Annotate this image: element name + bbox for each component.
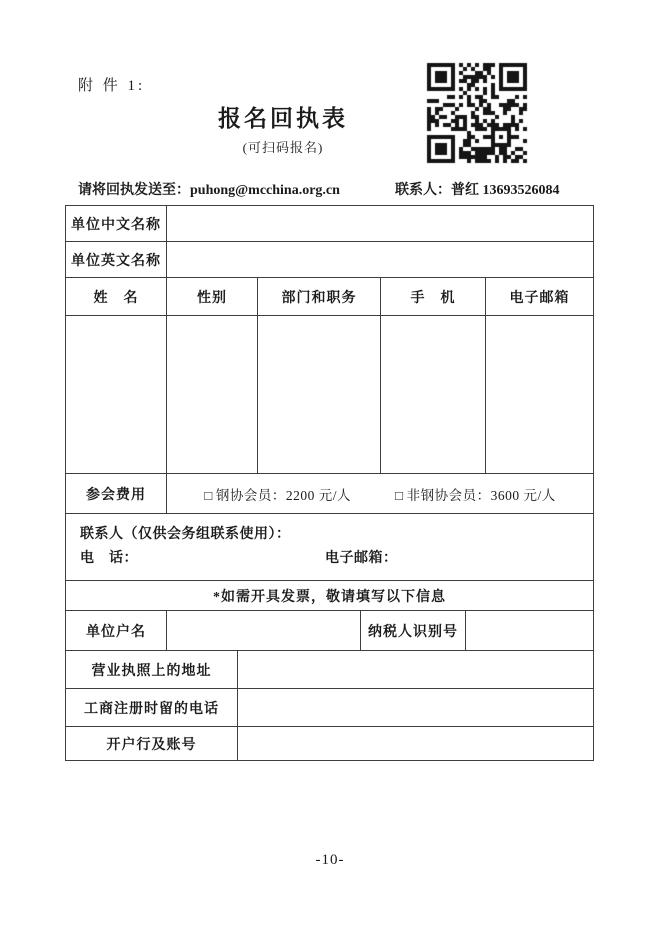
page-subtitle: (可扫码报名) <box>242 140 324 155</box>
send-to-label: 请将回执发送至： <box>78 183 190 198</box>
fee-option-nonmember <box>395 484 556 504</box>
header-email: 电子邮箱 <box>486 278 594 316</box>
registered-phone-input-cell[interactable] <box>238 689 594 727</box>
contact-phone-label: 电 话： <box>80 551 138 566</box>
fee-label: 参会费用 <box>66 474 167 514</box>
registered-phone-label: 工商注册时留的电话 <box>66 689 238 727</box>
contact-section-cell <box>66 514 594 581</box>
header-department: 部门和职务 <box>258 278 381 316</box>
registration-form-table <box>65 205 594 761</box>
table-row <box>66 206 594 242</box>
header-name: 姓 名 <box>66 278 167 316</box>
contact-section-title: 联系人（仅供会务组联系使用）： <box>80 527 291 542</box>
fee-row <box>66 474 594 514</box>
invoice-account-row <box>66 611 594 651</box>
invoice-note-row <box>66 581 594 611</box>
non-steel-member-checkbox[interactable]: □ <box>395 487 404 503</box>
contact-email-field[interactable] <box>325 547 398 571</box>
invoice-phone-row <box>66 689 594 727</box>
fee-option-member-text: 钢协会员：2200 元/人 <box>215 487 351 503</box>
attachment-label: 附 件 1: <box>78 78 146 94</box>
contact-label: 联系人： <box>395 183 451 198</box>
attendee-email-cell[interactable] <box>486 316 594 474</box>
header-gender: 性别 <box>167 278 258 316</box>
license-address-label: 营业执照上的地址 <box>66 651 238 689</box>
bank-account-input-cell[interactable] <box>238 727 594 761</box>
table-row <box>66 242 594 278</box>
send-line <box>78 179 598 199</box>
contact-info <box>395 179 560 199</box>
invoice-bank-row <box>66 727 594 761</box>
invoice-note: *如需开具发票，敬请填写以下信息 <box>66 581 594 611</box>
account-name-label: 单位户名 <box>66 611 167 651</box>
unit-en-name-label: 单位英文名称 <box>66 242 167 278</box>
qr-code <box>421 57 533 169</box>
taxpayer-id-input-cell[interactable] <box>466 611 594 651</box>
contact-value: 普红 13693526084 <box>451 183 560 198</box>
header-mobile: 手 机 <box>381 278 486 316</box>
fee-option-nonmember-text: 非钢协会员：3600 元/人 <box>406 487 556 503</box>
unit-cn-name-input-cell[interactable] <box>167 206 594 242</box>
contact-section-row <box>66 514 594 581</box>
contact-phone-field[interactable] <box>80 547 325 571</box>
page-number: -10- <box>315 852 345 868</box>
unit-en-name-input-cell[interactable] <box>167 242 594 278</box>
fee-options-cell <box>167 474 594 514</box>
page-title: 报名回执表 <box>218 106 348 131</box>
bank-account-label: 开户行及账号 <box>66 727 238 761</box>
unit-cn-name-label: 单位中文名称 <box>66 206 167 242</box>
account-name-input-cell[interactable] <box>167 611 361 651</box>
taxpayer-id-label: 纳税人识别号 <box>361 611 466 651</box>
attendee-header-row <box>66 278 594 316</box>
steel-member-checkbox[interactable]: □ <box>204 487 213 503</box>
attendee-department-cell[interactable] <box>258 316 381 474</box>
attendee-entry-row <box>66 316 594 474</box>
invoice-address-row <box>66 651 594 689</box>
send-to-email: puhong@mcchina.org.cn <box>190 183 340 198</box>
contact-email-label: 电子邮箱： <box>325 551 398 566</box>
license-address-input-cell[interactable] <box>238 651 594 689</box>
attendee-mobile-cell[interactable] <box>381 316 486 474</box>
attendee-gender-cell[interactable] <box>167 316 258 474</box>
fee-option-member <box>204 484 351 504</box>
attendee-name-cell[interactable] <box>66 316 167 474</box>
